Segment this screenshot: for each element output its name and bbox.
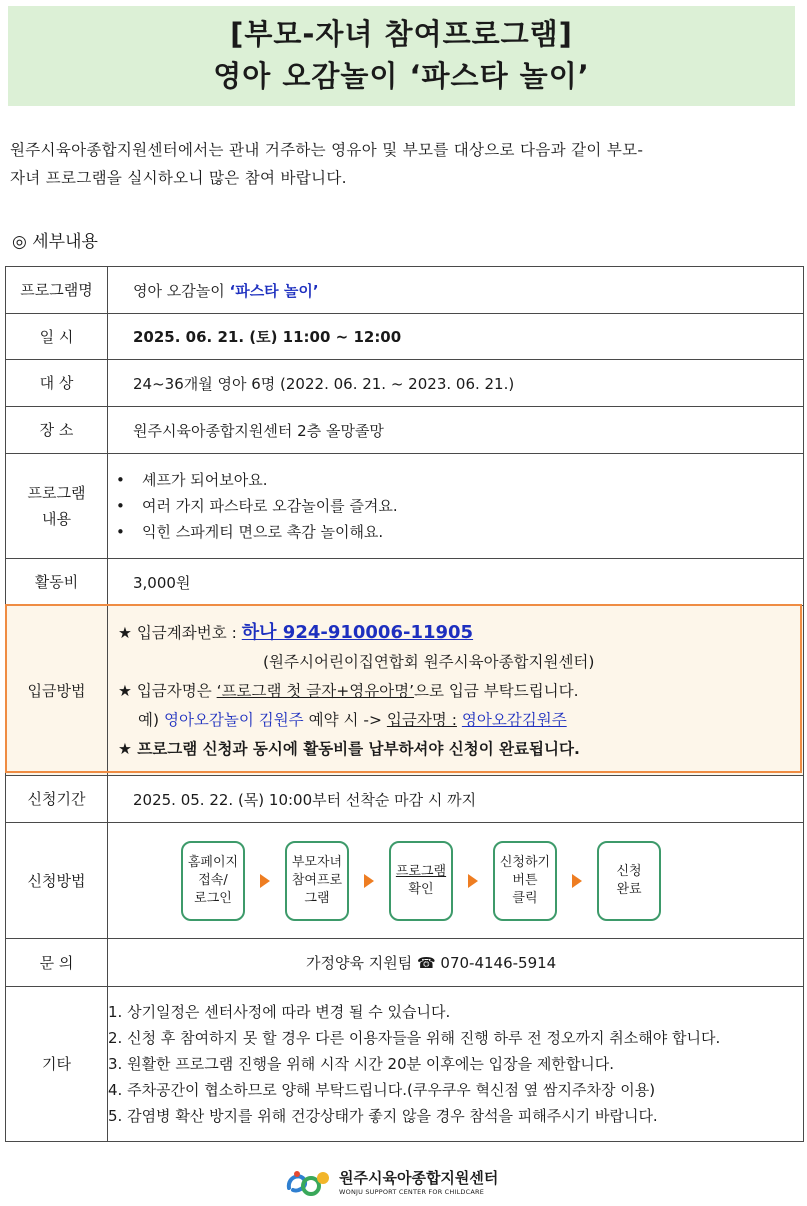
row-value [108, 454, 804, 559]
footer-name-ko: 원주시육아종합지원센터 [339, 1169, 499, 1187]
row-datetime [6, 314, 804, 360]
row-label: 문 의 [6, 939, 108, 987]
step-complete: 신청 완료 [597, 841, 661, 921]
bullet-icon: • [116, 523, 125, 541]
payment-notice: ★ 프로그램 신청과 동시에 활동비를 납부하셔야 신청이 완료됩니다. [118, 739, 580, 758]
row-value: 24~36개월 영아 6명 (2022. 06. 21. ~ 2023. 06. 21.) [108, 360, 804, 407]
list-item: 5. 감염병 확산 방지를 위해 건강상태가 좋지 않을 경우 참석을 피해주시기 바랍니다. [108, 1107, 658, 1125]
bullet-icon: • [116, 497, 125, 515]
account-number: 하나 924-910006-11905 [241, 621, 474, 643]
payment-example-line: 예) 영아오감놀이 김원주 예약 시 -> 입금자명 : 영아오감김원주 [138, 710, 567, 729]
center-logo-icon [285, 1166, 331, 1200]
arrow-right-icon [260, 874, 270, 888]
row-value [108, 606, 804, 776]
title-banner [8, 6, 795, 106]
row-fee [6, 559, 804, 606]
account-holder: (원주시어린이집연합회 원주시육아종합지원센터) [263, 652, 595, 671]
row-value: 2025. 05. 22. (목) 10:00부터 선착순 마감 시 까지 [108, 776, 804, 823]
row-value: 2025. 06. 21. (토) 11:00 ~ 12:00 [108, 314, 804, 360]
section-title: ◎ 세부내용 [12, 232, 98, 252]
step-homepage-login: 홈페이지 접속/ 로그인 [181, 841, 245, 921]
row-label: 대 상 [6, 360, 108, 407]
row-label: 신청방법 [6, 823, 108, 939]
title-line-2: 영아 오감놀이 ‘파스타 놀이’ [213, 59, 590, 93]
row-value: 3,000원 [108, 559, 804, 606]
content-label-2: 내용 [42, 510, 71, 528]
row-value: 가정양육 지원팀 ☎ 070-4146-5914 [108, 939, 804, 987]
row-program [6, 267, 804, 314]
content-label-1: 프로그램 [27, 484, 86, 502]
payment-name-line: ★ 입금자명은 ‘프로그램 첫 글자+영유아명’으로 입금 부탁드립니다. [118, 681, 579, 700]
list-item: 1. 상기일정은 센터사정에 따라 변경 될 수 있습니다. [108, 1003, 451, 1021]
step-program-check: 프로그램 확인 [389, 841, 453, 921]
list-item: • 셰프가 되어보아요. [116, 467, 803, 493]
row-label: 장 소 [6, 407, 108, 454]
row-value [108, 823, 804, 939]
list-item: 3. 원활한 프로그램 진행을 위해 시작 시간 20분 이후에는 입장을 제한합니다. [108, 1055, 615, 1073]
row-content [6, 454, 804, 559]
program-name-highlight: ‘파스타 놀이’ [229, 281, 319, 300]
row-label [6, 454, 108, 559]
intro-paragraph [10, 136, 790, 192]
row-place [6, 407, 804, 454]
step-parent-child-program: 부모자녀 참여프로 그램 [285, 841, 349, 921]
row-label: 일 시 [6, 314, 108, 360]
arrow-right-icon [572, 874, 582, 888]
row-etc [6, 987, 804, 1142]
arrow-right-icon [468, 874, 478, 888]
row-value [108, 267, 804, 314]
application-steps [108, 841, 803, 921]
step-apply-click: 신청하기 버튼 클릭 [493, 841, 557, 921]
row-inquiry [6, 939, 804, 987]
row-period [6, 776, 804, 823]
intro-line-1: 원주시육아종합지원센터에서는 관내 거주하는 영유아 및 부모를 대상으로 다음과 같이 부모- [10, 141, 644, 159]
list-item: 2. 신청 후 참여하지 못 할 경우 다른 이용자들을 위해 진행 하루 전 정오까지 취소해야 합니다. [108, 1029, 721, 1047]
footer-name-en: WONJU SUPPORT CENTER FOR CHILDCARE [339, 1188, 485, 1196]
title-line-1: [부모-자녀 참여프로그램] [230, 17, 573, 51]
row-label: 입금방법 [6, 606, 108, 776]
row-label: 프로그램명 [6, 267, 108, 314]
list-item: • 여러 가지 파스타로 오감놀이를 즐겨요. [116, 493, 803, 519]
details-table [5, 266, 804, 1142]
program-name-text: 영아 오감놀이 [133, 281, 225, 300]
row-method [6, 823, 804, 939]
arrow-right-icon [364, 874, 374, 888]
row-payment [6, 606, 804, 776]
list-item: 4. 주차공간이 협소하므로 양해 부탁드립니다.(쿠우쿠우 혁신점 옆 쌈지주차장 이용) [108, 1081, 656, 1099]
content-list [108, 467, 803, 545]
footer-logo [285, 1166, 498, 1200]
payment-account-line: ★ 입금계좌번호 : 하나 924-910006-11905 [118, 621, 474, 643]
row-value [108, 987, 804, 1142]
row-value: 원주시육아종합지원센터 2층 올망졸망 [108, 407, 804, 454]
row-label: 활동비 [6, 559, 108, 606]
intro-line-2: 자녀 프로그램을 실시하오니 많은 참여 바랍니다. [10, 169, 347, 187]
row-label: 신청기간 [6, 776, 108, 823]
row-target [6, 360, 804, 407]
row-label: 기타 [6, 987, 108, 1142]
bullet-icon: • [116, 471, 125, 489]
list-item: • 익힌 스파게티 면으로 촉감 놀이해요. [116, 519, 803, 545]
